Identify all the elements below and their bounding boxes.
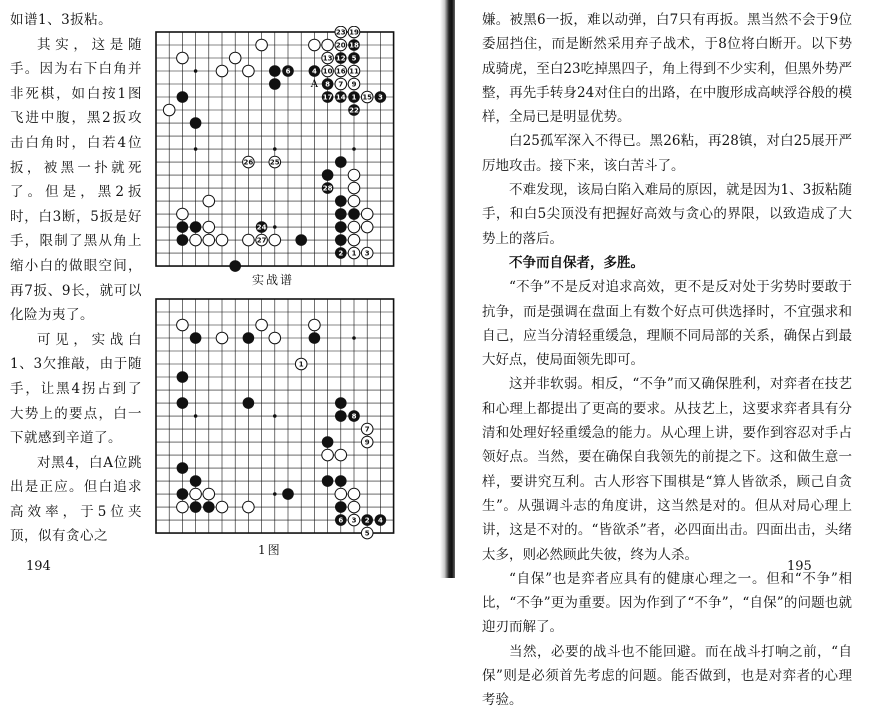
white-stone: [348, 488, 360, 500]
move-number: 3: [351, 516, 357, 525]
white-stone: [216, 234, 228, 246]
board2-caption: 1图: [258, 543, 282, 557]
white-stone: [190, 234, 202, 246]
black-stone: [348, 208, 360, 220]
right-paragraph-3: 不难发现，该局白陷入难局的原因，就是因为1、3扳粘随手，和白5尖顶没有把握好高效与贪心的界限，以致造成了大势上的落后。: [482, 182, 852, 247]
move-number: 20: [335, 41, 346, 50]
black-stone: [335, 475, 347, 487]
left-paragraph-3: 可见，实战白1、3欠推敲，由于随手，让黑4拐占到了大势上的要点，白一下就感到辛道了。: [10, 331, 142, 447]
move-number: 22: [349, 106, 359, 115]
white-stone: [203, 488, 215, 500]
white-stone: [348, 221, 360, 233]
right-paragraph-2: 白25孤军深入不得已。黑26粘，再28镇，对白25展开严厉地攻击。接下来，该白苦斗了。: [482, 133, 852, 174]
black-stone: [190, 475, 202, 487]
page-number-right: 195: [787, 559, 812, 574]
left-paragraph-1: 如谱1、3扳粘。: [10, 12, 113, 28]
black-stone: [190, 501, 202, 513]
black-stone: [177, 91, 189, 103]
white-stone: [203, 221, 215, 233]
star-point: [273, 147, 277, 151]
point-label: A: [310, 79, 319, 91]
move-number: 8: [325, 80, 331, 89]
white-stone: [203, 234, 215, 246]
white-stone: [335, 449, 347, 461]
black-stone: [322, 436, 334, 448]
black-stone: [269, 78, 281, 90]
section-heading: 不争而自保者，多胜。: [509, 254, 644, 271]
black-stone: [190, 221, 202, 233]
white-stone: [348, 182, 360, 194]
black-stone: [190, 117, 202, 129]
star-point: [273, 492, 277, 496]
move-number: 15: [362, 93, 373, 102]
white-stone: [243, 234, 255, 246]
board1-caption: 实战谱: [252, 273, 295, 287]
move-number: 10: [322, 67, 333, 76]
move-number: 2: [338, 249, 344, 258]
star-point: [352, 147, 356, 151]
black-stone: [177, 397, 189, 409]
white-stone: [309, 319, 321, 331]
move-number: 5: [364, 529, 370, 538]
black-stone: [335, 195, 347, 207]
black-stone: [177, 488, 189, 500]
left-paragraph-2: 其实，这是随手。因为右下白角并非死棋，如白按1图飞进中腹，黑2扳攻击白角时，白若4位扳，被黑一扑就死了。但是，黑2扳时，白3断，5扳是好手，限制了黑从角上缩小白的做眼空间，再7扳、9长，就可以化险为夷了。: [10, 36, 142, 324]
white-stone: [322, 39, 334, 51]
move-number: 16: [335, 67, 346, 76]
move-number: 6: [285, 67, 291, 76]
move-number: 12: [335, 54, 346, 63]
move-number: 8: [351, 412, 357, 421]
move-number: 3: [377, 93, 383, 102]
white-stone: [177, 208, 189, 220]
white-stone: [177, 319, 189, 331]
black-stone: [335, 397, 347, 409]
move-number: 3: [364, 249, 370, 258]
black-stone: [269, 65, 281, 77]
black-stone: [322, 475, 334, 487]
white-stone: [177, 501, 189, 513]
star-point: [273, 414, 277, 418]
black-stone: [335, 501, 347, 513]
right-text-column: [482, 8, 852, 713]
move-number: 7: [364, 425, 370, 434]
black-stone: [177, 462, 189, 474]
move-number: 4: [311, 67, 317, 76]
move-number: 2: [364, 516, 370, 525]
white-stone: [177, 52, 189, 64]
book-spine: [440, 0, 455, 578]
move-number: 5: [351, 54, 357, 63]
move-number: 9: [364, 438, 370, 447]
white-stone: [335, 488, 347, 500]
white-stone: [269, 234, 281, 246]
right-paragraph-6: “自保”也是弈者应具有的健康心理之一。但和“不争”相比，“不争”更为重要。因为作到了“不争”，“自保”的问题也就迎刃而解了。: [482, 570, 852, 636]
black-stone: [177, 371, 189, 383]
white-stone: [216, 501, 228, 513]
right-paragraph-5: 这并非软弱。相反，“不争”而又确保胜利，对弈者在技艺和心理上都提出了更高的要求。从技艺上，这要求弈者具有分清和处理好轻重缓急的能力。从心理上讲，要作到容忍对手占领好点。当然，要在确保自我领先的前提之下。这和做生意一样，要讲究互利。古人形容下围棋是“算人皆欲杀，顾己自贪生”。从强调斗志的角度讲，这当然是对的。但从对局心理上讲，这是不对的。“皆欲杀”者，必四面出击。四面出击，头绪太多，则必然顾此失彼，终为人杀。: [482, 376, 852, 563]
star-point: [194, 414, 198, 418]
white-stone: [348, 195, 360, 207]
move-number: 11: [349, 67, 359, 76]
move-number: 6: [338, 516, 344, 525]
black-stone: [177, 221, 189, 233]
star-point: [352, 336, 356, 340]
go-board-game-record: [150, 26, 408, 274]
move-number: 27: [256, 236, 267, 245]
black-stone: [203, 501, 215, 513]
white-stone: [361, 221, 373, 233]
move-number: 17: [322, 93, 333, 102]
move-number: 1: [351, 249, 357, 258]
white-stone: [216, 332, 228, 344]
black-stone: [229, 260, 241, 272]
move-number: 26: [243, 158, 254, 167]
move-number: 7: [338, 80, 344, 89]
move-number: 18: [349, 41, 359, 50]
white-stone: [216, 65, 228, 77]
black-stone: [282, 488, 294, 500]
white-stone: [348, 169, 360, 181]
move-number: 28: [322, 184, 333, 193]
black-stone: [322, 169, 334, 181]
white-stone: [256, 39, 268, 51]
left-page: [0, 0, 440, 578]
black-stone: [335, 156, 347, 168]
move-number: 13: [322, 54, 333, 63]
black-stone: [177, 234, 189, 246]
white-stone: [243, 501, 255, 513]
white-stone: [322, 449, 334, 461]
star-point: [194, 69, 198, 73]
move-number: 4: [377, 516, 383, 525]
black-stone: [335, 208, 347, 220]
black-stone: [243, 332, 255, 344]
move-number: 14: [335, 93, 346, 102]
move-number: 24: [256, 223, 267, 232]
black-stone: [335, 234, 347, 246]
white-stone: [309, 39, 321, 51]
right-paragraph-7: 当然，必要的战斗也不能回避。而在战斗打响之前，“自保”则是必须首先考虑的问题。能否做到，也是对弈者的心理考验。: [482, 643, 852, 709]
left-text-column: [10, 8, 142, 549]
go-board-diagram-1: [150, 293, 408, 541]
star-point: [194, 147, 198, 151]
black-stone: [335, 410, 347, 422]
move-number: 1: [298, 360, 304, 369]
move-number: 1: [351, 93, 357, 102]
page-number-left: 194: [26, 559, 51, 574]
white-stone: [190, 488, 202, 500]
white-stone: [361, 208, 373, 220]
left-paragraph-4: 对黑4，白A位跳出是正应。但白追求高效率，于5位夹顶，似有贪心之: [10, 454, 142, 545]
move-number: 19: [349, 28, 359, 37]
black-stone: [295, 234, 307, 246]
white-stone: [256, 319, 268, 331]
star-point: [273, 225, 277, 229]
move-number: 25: [269, 158, 280, 167]
white-stone: [243, 65, 255, 77]
white-stone: [203, 195, 215, 207]
black-stone: [243, 397, 255, 409]
move-number: 9: [351, 80, 357, 89]
white-stone: [348, 501, 360, 513]
right-paragraph-4: “不争”不是反对追求高效，更不是反对处于劣势时要敢于抗争，而是强调在盘面上有数个好点可供选择时，不宜强求和自己，应当分清轻重缓急，理顺不同局部的关系，确保占到最大好点，使局面领先即可。: [482, 279, 852, 369]
white-stone: [348, 234, 360, 246]
move-number: 23: [335, 28, 346, 37]
black-stone: [335, 221, 347, 233]
black-stone: [309, 332, 321, 344]
white-stone: [269, 332, 281, 344]
right-paragraph-1: 嫌。被黑6一扳，难以动弹，白7只有再扳。黑当然不会于9位委屈挡住，而是断然采用弃子战术，于8位将白断开。以下势成骑虎，至白23吃掉黑四子，角上得到不少实利，但黑外势严整，再先手转身24对住白的出路，在中腹形成高峡浮谷般的模样，全局已是明显优势。: [482, 12, 852, 126]
white-stone: [163, 104, 175, 116]
black-stone: [190, 332, 202, 344]
white-stone: [229, 52, 241, 64]
